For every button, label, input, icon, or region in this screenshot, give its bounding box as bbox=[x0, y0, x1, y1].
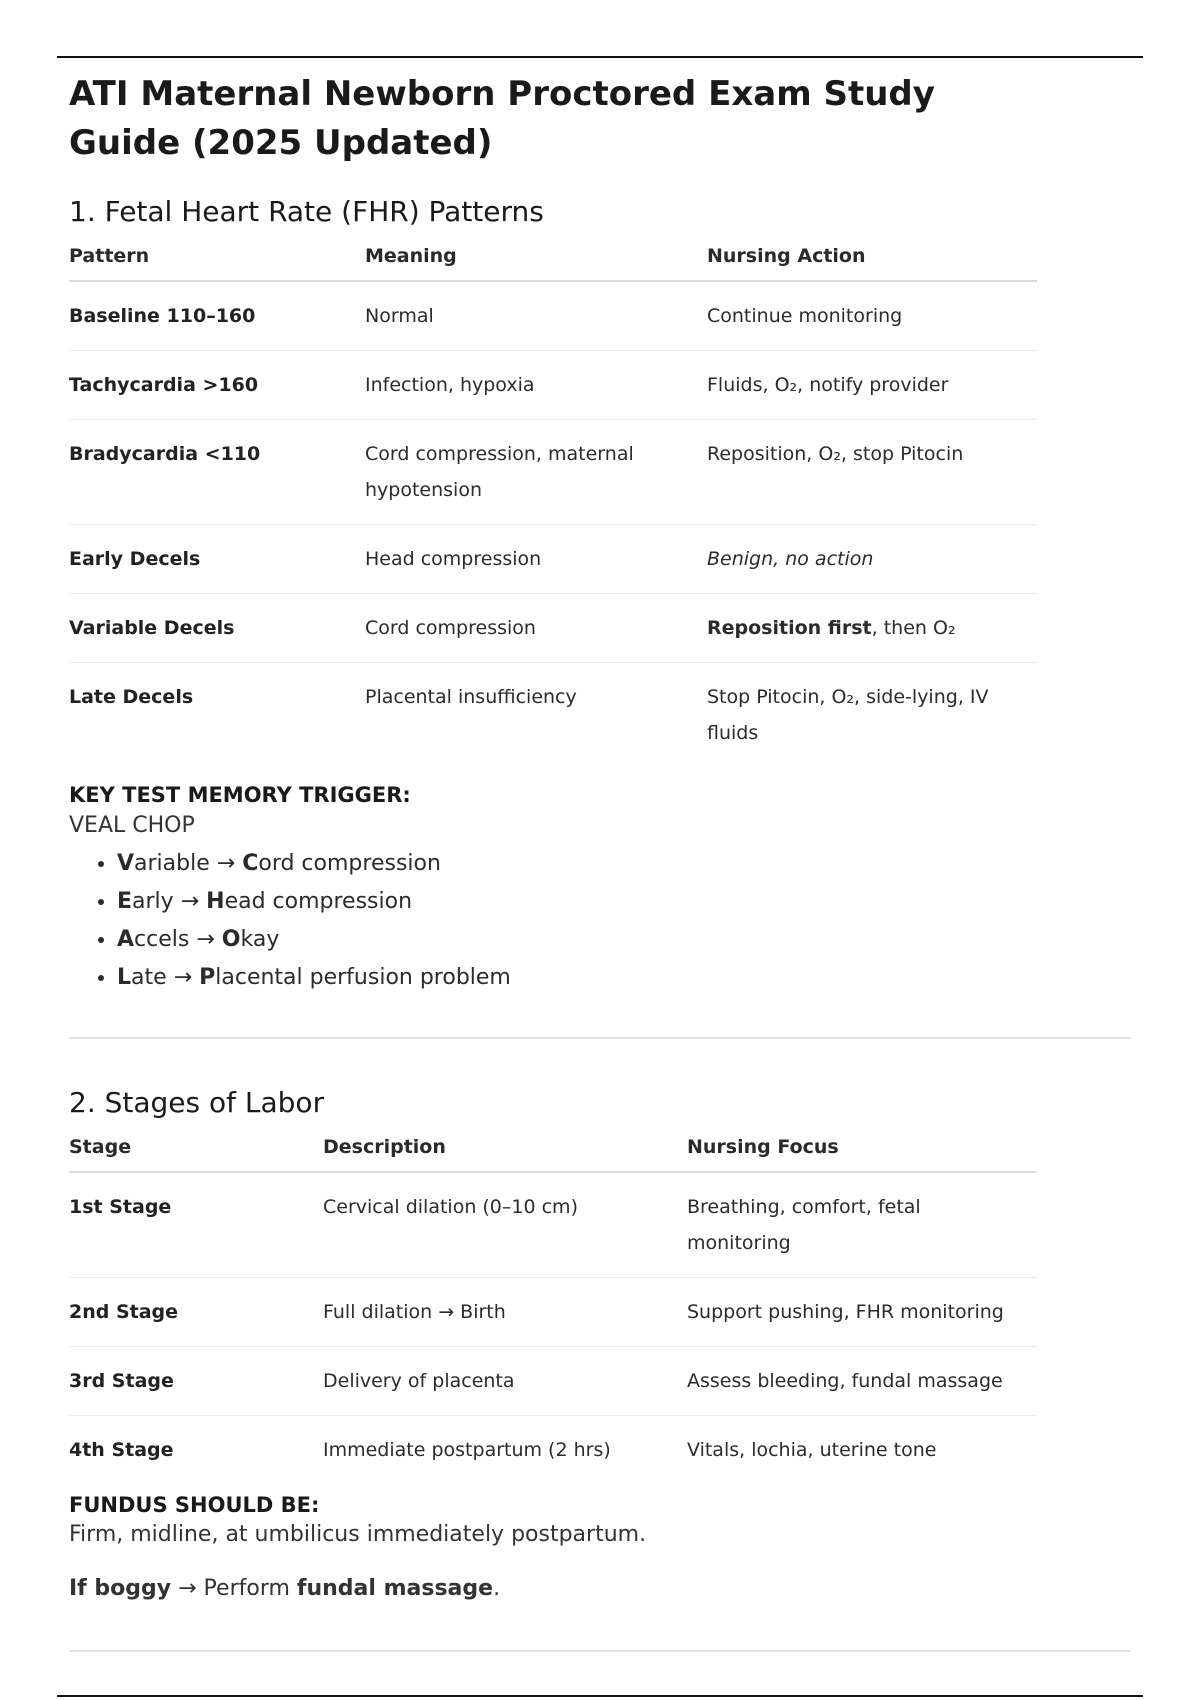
mnemonic-letter: E bbox=[117, 889, 133, 914]
mnemonic-word: arly bbox=[132, 889, 174, 914]
page-title: ATI Maternal Newborn Proctored Exam Study Guide (2025 Updated) bbox=[69, 74, 935, 163]
mnemonic-letter: P bbox=[199, 965, 216, 990]
mnemonic-letter: L bbox=[117, 965, 132, 990]
list-item bbox=[117, 845, 1131, 883]
mnemonic-word: ccels bbox=[134, 927, 190, 952]
table-row bbox=[69, 663, 1037, 768]
arrow-icon: → bbox=[196, 927, 215, 952]
action-emphasis: Reposition first bbox=[707, 617, 872, 639]
action-cell: Benign, no action bbox=[707, 525, 1037, 594]
pattern-cell: Early Decels bbox=[69, 525, 365, 594]
action-cell: Stop Pitocin, O₂, side-lying, IV fluids bbox=[707, 686, 989, 744]
meaning-cell: Head compression bbox=[365, 525, 707, 594]
table-row bbox=[69, 281, 1037, 351]
arrow-icon: → bbox=[180, 889, 200, 914]
mnemonic-word: kay bbox=[240, 927, 280, 952]
top-rule bbox=[57, 56, 1143, 58]
mnemonic-letter: O bbox=[221, 927, 241, 952]
table-header-row bbox=[69, 244, 1037, 281]
mnemonic-letter: A bbox=[117, 927, 135, 952]
column-header-description: Description bbox=[323, 1135, 687, 1172]
action-remainder: , then O₂ bbox=[871, 617, 956, 639]
document-body bbox=[69, 70, 1131, 1652]
table-header-row bbox=[69, 1135, 1037, 1172]
mnemonic-word: lacental perfusion problem bbox=[215, 965, 511, 990]
mnemonic-list bbox=[69, 845, 1131, 997]
arrow-icon: → bbox=[173, 965, 193, 990]
mnemonic-letter: V bbox=[117, 851, 135, 876]
section-divider bbox=[69, 1650, 1131, 1652]
stage-cell: 1st Stage bbox=[69, 1172, 323, 1278]
mnemonic-letter: C bbox=[242, 851, 259, 876]
action-cell bbox=[707, 594, 1037, 663]
column-header-focus: Nursing Focus bbox=[687, 1135, 1037, 1172]
section-heading-stages: 2. Stages of Labor bbox=[69, 1086, 325, 1119]
column-header-meaning: Meaning bbox=[365, 244, 707, 281]
table-row bbox=[69, 420, 1037, 525]
list-item bbox=[117, 883, 1131, 921]
focus-cell: Assess bleeding, fundal massage bbox=[687, 1347, 1037, 1416]
table-row bbox=[69, 525, 1037, 594]
pattern-cell: Variable Decels bbox=[69, 594, 365, 663]
action-cell: Continue monitoring bbox=[707, 281, 1037, 351]
list-item bbox=[117, 959, 1131, 997]
memory-acronym: VEAL CHOP bbox=[69, 813, 195, 838]
focus-cell: Vitals, lochia, uterine tone bbox=[687, 1439, 937, 1461]
description-cell: Delivery of placenta bbox=[323, 1347, 687, 1416]
table-row bbox=[69, 1278, 1037, 1347]
boggy-connector: → Perform bbox=[171, 1576, 297, 1601]
table-row bbox=[69, 1347, 1037, 1416]
description-cell: Immediate postpartum (2 hrs) bbox=[323, 1439, 611, 1461]
meaning-cell: Cord compression, maternal hypotension bbox=[365, 420, 707, 525]
meaning-cell: Placental insufficiency bbox=[365, 686, 577, 708]
stages-of-labor-table bbox=[69, 1135, 1037, 1484]
column-header-stage: Stage bbox=[69, 1135, 323, 1172]
stage-cell: 3rd Stage bbox=[69, 1347, 323, 1416]
meaning-cell: Normal bbox=[365, 281, 707, 351]
table-row bbox=[69, 351, 1037, 420]
bottom-rule bbox=[57, 1695, 1143, 1697]
column-header-action: Nursing Action bbox=[707, 244, 1037, 281]
action-cell: Fluids, O₂, notify provider bbox=[707, 351, 1037, 420]
boggy-condition: If boggy bbox=[69, 1576, 172, 1601]
fundus-label: FUNDUS SHOULD BE: bbox=[69, 1493, 320, 1517]
description-cell: Full dilation → Birth bbox=[323, 1278, 687, 1347]
focus-cell: Breathing, comfort, fetal monitoring bbox=[687, 1172, 1037, 1278]
boggy-action: fundal massage bbox=[296, 1576, 494, 1601]
mnemonic-word: ariable bbox=[134, 851, 210, 876]
table-row bbox=[69, 1172, 1037, 1278]
focus-cell: Support pushing, FHR monitoring bbox=[687, 1278, 1037, 1347]
memory-trigger-label: KEY TEST MEMORY TRIGGER: bbox=[69, 783, 411, 807]
mnemonic-word: ead compression bbox=[224, 889, 413, 914]
boggy-instruction bbox=[69, 1574, 1131, 1604]
fhr-patterns-table bbox=[69, 244, 1037, 767]
table-row bbox=[69, 594, 1037, 663]
boggy-period: . bbox=[493, 1576, 501, 1601]
description-cell: Cervical dilation (0–10 cm) bbox=[323, 1172, 687, 1278]
meaning-cell: Infection, hypoxia bbox=[365, 351, 707, 420]
stage-cell: 2nd Stage bbox=[69, 1278, 323, 1347]
pattern-cell: Tachycardia >160 bbox=[69, 351, 365, 420]
pattern-cell: Late Decels bbox=[69, 686, 194, 708]
column-header-pattern: Pattern bbox=[69, 244, 365, 281]
arrow-icon: → bbox=[216, 851, 236, 876]
stage-cell: 4th Stage bbox=[69, 1439, 174, 1461]
pattern-cell: Bradycardia <110 bbox=[69, 420, 365, 525]
section-divider bbox=[69, 1037, 1131, 1039]
table-row bbox=[69, 1416, 1037, 1485]
meaning-cell: Cord compression bbox=[365, 594, 707, 663]
list-item bbox=[117, 921, 1131, 959]
action-cell: Reposition, O₂, stop Pitocin bbox=[707, 420, 1037, 525]
mnemonic-letter: H bbox=[206, 889, 225, 914]
section-heading-fhr: 1. Fetal Heart Rate (FHR) Patterns bbox=[69, 195, 544, 228]
mnemonic-word: ord compression bbox=[258, 851, 441, 876]
pattern-cell: Baseline 110–160 bbox=[69, 281, 365, 351]
fundus-text: Firm, midline, at umbilicus immediately postpartum. bbox=[69, 1522, 647, 1547]
mnemonic-word: ate bbox=[131, 965, 167, 990]
